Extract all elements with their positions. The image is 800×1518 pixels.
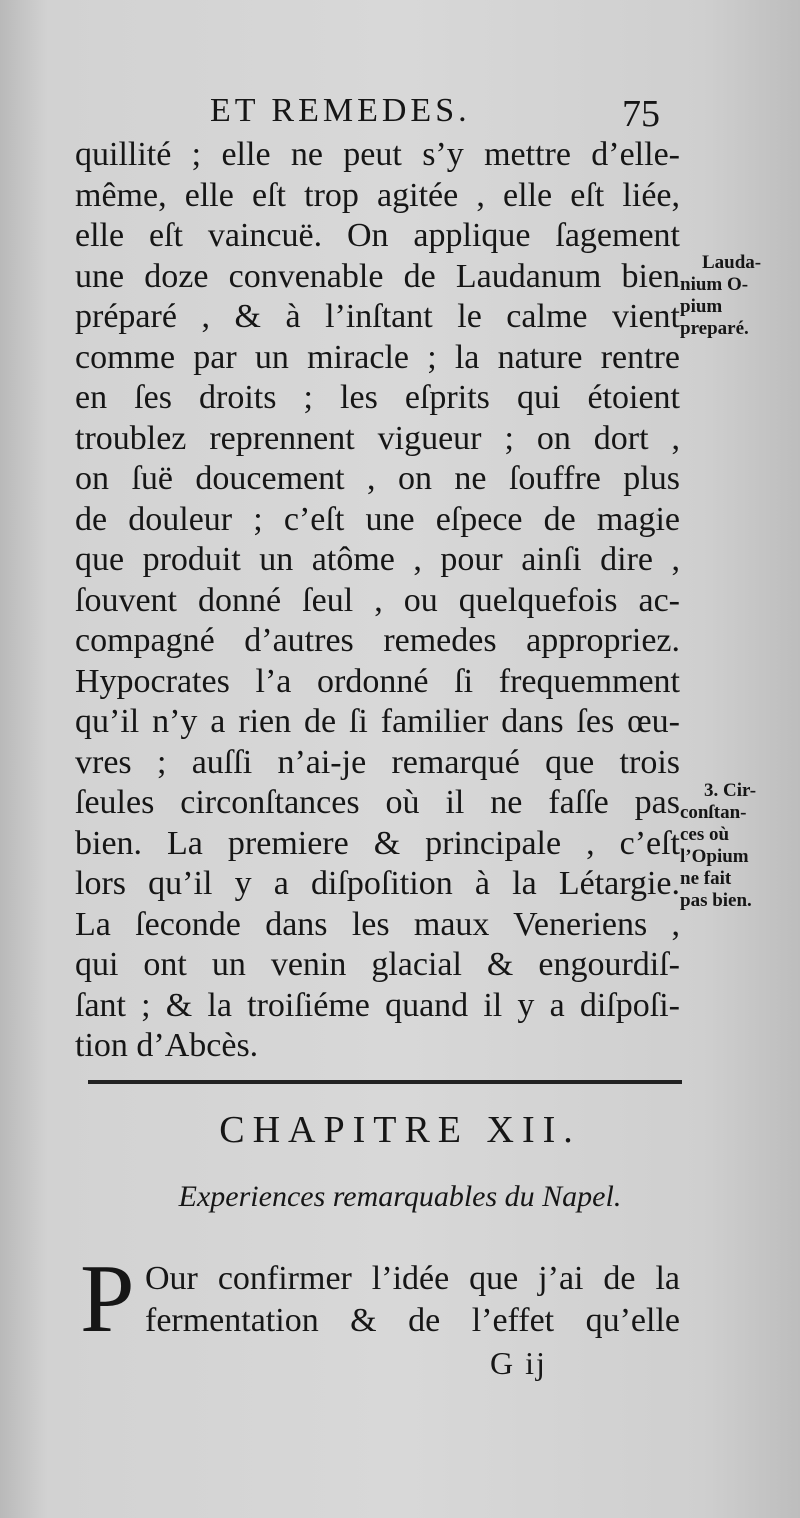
text-line: qu’il n’y a rien de ſi familier dans ſes œu-: [75, 703, 680, 740]
margin-note-line: ne fait: [680, 868, 732, 889]
text-line: ſant ; & la troiſiéme quand il y a diſpoſi-: [75, 986, 680, 1024]
margin-note-line: pas bien.: [680, 890, 752, 911]
margin-note-line: pium: [680, 296, 723, 317]
running-title: ET REMEDES.: [210, 92, 471, 129]
margin-note-circumstances: [680, 780, 795, 912]
text-line: troublez reprennent vigueur ; on dort ,: [75, 419, 680, 457]
text-line: comme par un miracle ; la nature rentre: [75, 338, 680, 376]
chapter-heading: CHAPITRE XII.: [219, 1109, 581, 1151]
text-line: ſeules circonſtances où il ne faſſe pas: [75, 784, 680, 821]
text-line: elle eſt vaincuë. On applique ſagement: [75, 217, 680, 254]
page-number: 75: [622, 93, 660, 135]
margin-note-line: l’Opium: [680, 846, 749, 867]
text-line: de douleur ; c’eſt une eſpece de magie: [75, 500, 680, 538]
chapter-subtitle: Experiences remarquables du Napel.: [178, 1180, 622, 1213]
text-line: quillité ; elle ne peut s’y mettre d’elle-: [75, 136, 680, 173]
drop-cap: P: [80, 1245, 135, 1353]
text-line: lors qu’il y a diſpoſition à la Létargie.: [75, 865, 680, 902]
signature-mark: G ij: [490, 1345, 547, 1381]
margin-note-line: Lauda-: [702, 252, 762, 273]
text-line: qui ont un venin glacial & engourdiſ-: [75, 946, 680, 983]
text-line: fermentation & de l’effet qu’elle: [145, 1302, 680, 1339]
text-line: bien. La premiere & principale , c’eſt: [75, 824, 680, 862]
text-line: Our confirmer l’idée que j’ai de la: [145, 1260, 680, 1297]
text-line: tion d’Abcès.: [75, 1027, 259, 1064]
text-line: vres ; auſſi n’ai-je remarqué que trois: [75, 743, 680, 781]
margin-note-line: conſtan-: [680, 802, 747, 823]
body-paragraph: [75, 135, 680, 1067]
margin-note-line: 3. Cir-: [704, 780, 757, 801]
text-line: même, elle eſt trop agitée , elle eſt liée,: [75, 176, 680, 214]
section-rule: [88, 1080, 682, 1084]
margin-note-laudanum: [680, 252, 795, 340]
margin-note-line: ces où: [680, 824, 730, 845]
text-line: une doze convenable de Laudanum bien: [75, 257, 680, 295]
margin-note-line: nium O-: [680, 274, 749, 295]
text-line: Hypocrates l’a ordonné ſi frequemment: [75, 662, 680, 700]
margin-note-line: preparé.: [680, 318, 749, 339]
opening-paragraph: [145, 1258, 680, 1342]
text-line: ſouvent donné ſeul , ou quelquefois ac-: [75, 581, 680, 619]
text-line: on ſuë doucement , on ne ſouffre plus: [75, 460, 680, 497]
text-line: préparé , & à l’inſtant le calme vient: [75, 298, 680, 335]
text-line: que produit un atôme , pour ainſi dire ,: [75, 541, 680, 578]
text-line: La ſeconde dans les maux Veneriens ,: [75, 905, 680, 943]
text-line: en ſes droits ; les eſprits qui étoient: [75, 379, 680, 416]
text-line: compagné d’autres remedes appropriez.: [75, 622, 680, 659]
